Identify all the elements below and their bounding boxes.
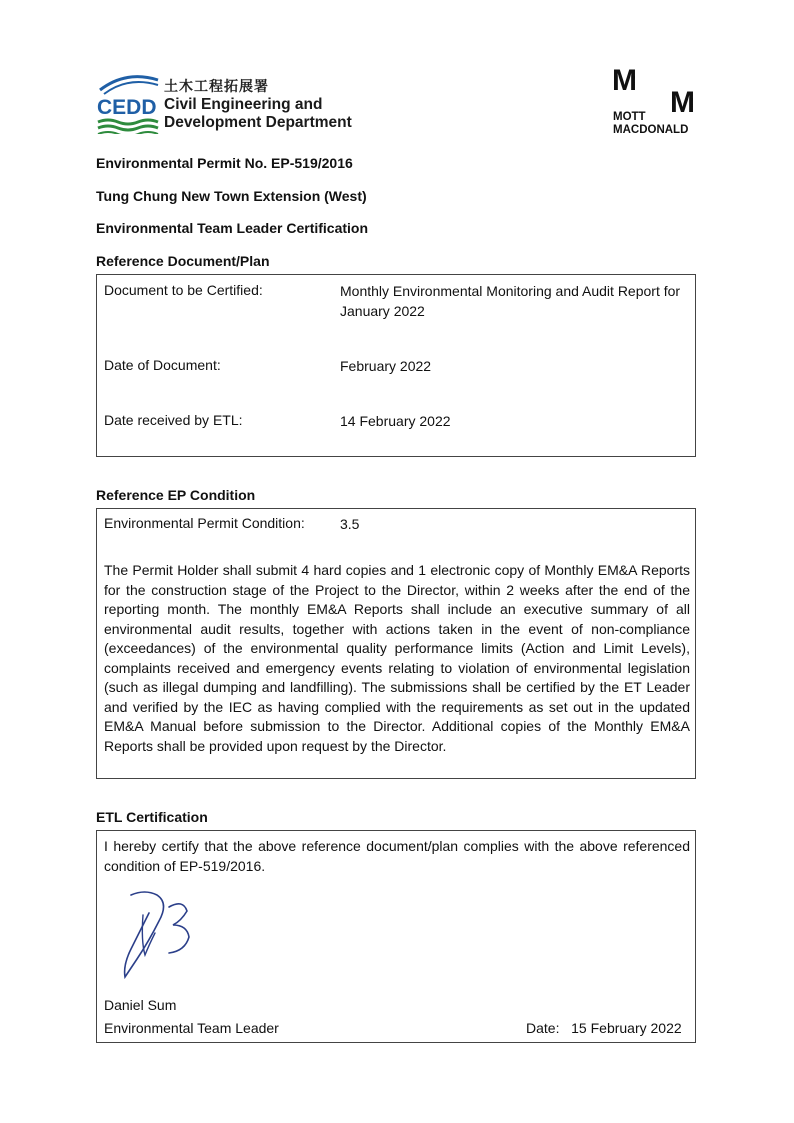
cedd-name-line1: Civil Engineering and	[164, 96, 323, 113]
mm-logo-mott: MOTT	[613, 111, 646, 123]
signatory-name: Daniel Sum	[104, 997, 177, 1013]
reference-ep-heading: Reference EP Condition	[96, 487, 256, 503]
date-of-document-value: February 2022	[340, 358, 432, 374]
document-value: Monthly Environmental Monitoring and Audit Report for January 2022	[340, 283, 681, 319]
mm-logo-macdonald: MACDONALD	[613, 124, 689, 136]
certification-date	[526, 1020, 682, 1036]
cedd-abbrev-text: CEDD	[97, 96, 157, 119]
date-value: 15 February 2022	[571, 1020, 682, 1036]
cedd-logo-icon	[96, 68, 160, 134]
project-heading: Tung Chung New Town Extension (West)	[96, 188, 367, 204]
document-label: Document to be Certified:	[104, 282, 263, 298]
date-received-value: 14 February 2022	[340, 413, 451, 429]
ep-condition-value: 3.5	[340, 516, 360, 532]
cedd-logo	[96, 68, 366, 138]
ep-condition-label: Environmental Permit Condition:	[104, 515, 305, 531]
certification-heading: Environmental Team Leader Certification	[96, 220, 369, 236]
cedd-chinese-name: 土木工程拓展署	[164, 79, 269, 95]
etl-certification-heading: ETL Certification	[96, 809, 208, 825]
etl-certification-box	[96, 830, 696, 1043]
reference-document-heading: Reference Document/Plan	[96, 253, 270, 269]
cedd-name-line2: Development Department	[164, 114, 352, 131]
ep-condition-paragraph: The Permit Holder shall submit 4 hard copies and 1 electronic copy of Monthly EM&A Reports for the construction stage of the Project to the Director, within 2 weeks after the end of the reporting month. The monthly EM&A Reports shall include an executive summary of all environmental audit results, together with actions taken in the event of non-compliance (exceedances) of the environmental quality performance limits (Action and Limit Levels), complaints received and emergency events relating to violation of environmental legislation (such as illegal dumping and landfilling). The submissions shall be certified by the ET Leader and verified by the IEC as having complied with the requirements as set out in the updated EM&A Manual before submission to the Director. Additional copies of the Monthly EM&A Reports shall be provided upon request by the Director.	[104, 562, 690, 754]
date-received-label: Date received by ETL:	[104, 412, 243, 428]
mott-macdonald-logo	[612, 66, 704, 138]
mm-logo-letter-2: M	[670, 86, 695, 119]
signatory-title: Environmental Team Leader	[104, 1020, 279, 1036]
reference-ep-box	[96, 508, 696, 779]
signature-image	[115, 885, 205, 985]
date-label: Date:	[526, 1020, 560, 1036]
mm-logo-letter-1: M	[612, 64, 637, 97]
certification-statement: I hereby certify that the above reference document/plan complies with the above referenced condition of EP-519/2016.	[104, 838, 690, 874]
date-of-document-label: Date of Document:	[104, 357, 221, 373]
reference-document-box	[96, 274, 696, 457]
permit-number-heading: Environmental Permit No. EP-519/2016	[96, 155, 353, 171]
